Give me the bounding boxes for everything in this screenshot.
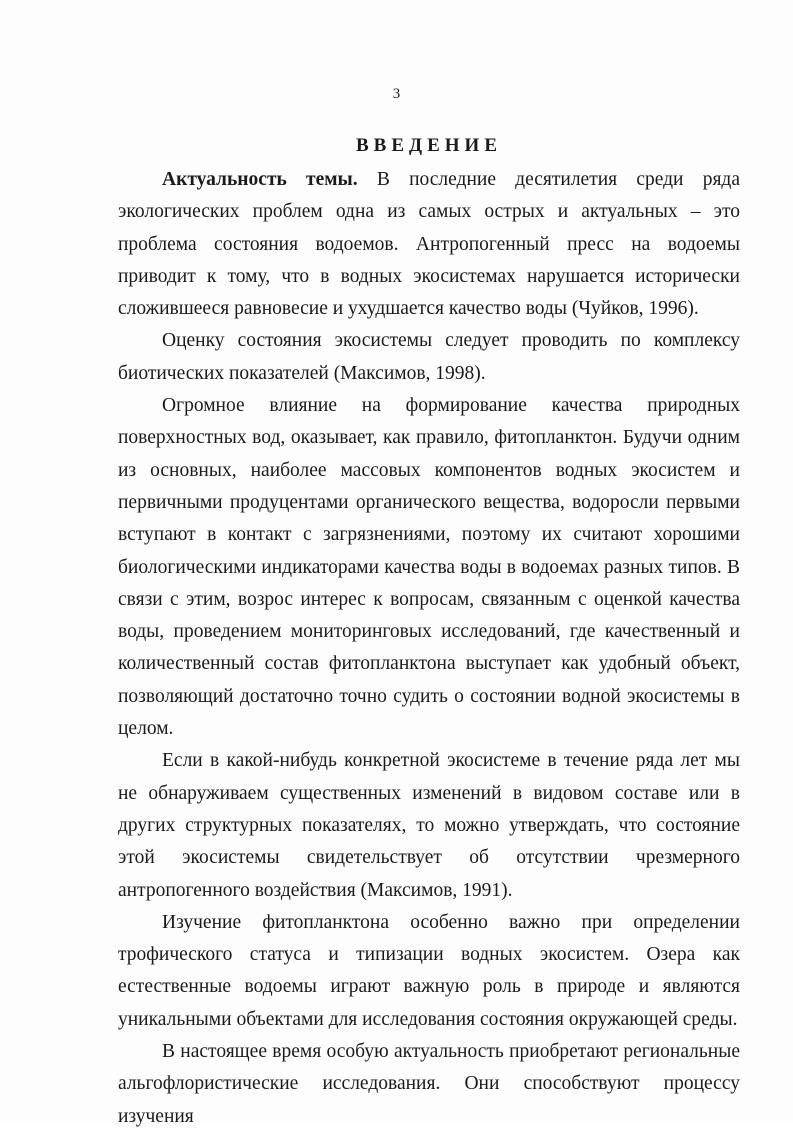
paragraph-phytoplankton: Огромное влияние на формирование качества природных поверхностных вод, оказывает, как правило, фитопланктон. Будучи одним из основных, наиболее массовых компонентов водных экосистем и первичными продуцентами органического вещества, водоросли первыми вступают в контакт с загрязнениями, поэтому их считают хорошими биологическими индикаторами качества воды в водоемах разных типов. В связи с этим, возрос интерес к вопросам, связанным с оценкой качества воды, проведением мониторинговых исследований, где качественный и количественный состав фитопланктона выступает как удобный объект, позволяющий достаточно точно судить о состоянии водной экосистемы в целом.	[118, 395, 740, 740]
section-heading: ВВЕДЕНИЕ	[356, 135, 502, 156]
paragraph-trophic-status: Изучение фитопланктона особенно важно при определении трофического статуса и типизации водных экосистем. Озера как естественные водоемы играют важную роль в природе и являются уникальными объектами для исследования состояния окружающей среды.	[118, 911, 740, 1030]
page-number: 3	[392, 86, 401, 102]
paragraph-regional-studies: В настоящее время особую актуальность приобретают региональные альгофлористические исследования. Они способствуют процессу изучения	[118, 1041, 740, 1127]
paragraph-assessment: Оценку состояния экосистемы следует проводить по комплексу биотических показателей (Максимов, 1998).	[118, 330, 740, 384]
paragraph-relevance	[118, 164, 740, 325]
paragraph-lead: Актуальность темы.	[162, 169, 358, 190]
body-text	[118, 164, 740, 1133]
paragraph-text: В последние десятилетия среди ряда экологических проблем одна из самых острых и актуальных – это проблема состояния водоемов. Антропогенный пресс на водоемы приводит к тому, что в водных экосистемах нарушается исторически сложившееся равновесие и ухудшается качество воды (Чуйков, 1996).	[118, 169, 740, 320]
paragraph-ecosystem-changes: Если в какой-нибудь конкретной экосистеме в течение ряда лет мы не обнаруживаем существенных изменений в видовом составе или в других структурных показателях, то можно утверждать, что состояние этой экосистемы свидетельствует об отсутствии чрезмерного антропогенного воздействия (Максимов, 1991).	[118, 750, 740, 901]
